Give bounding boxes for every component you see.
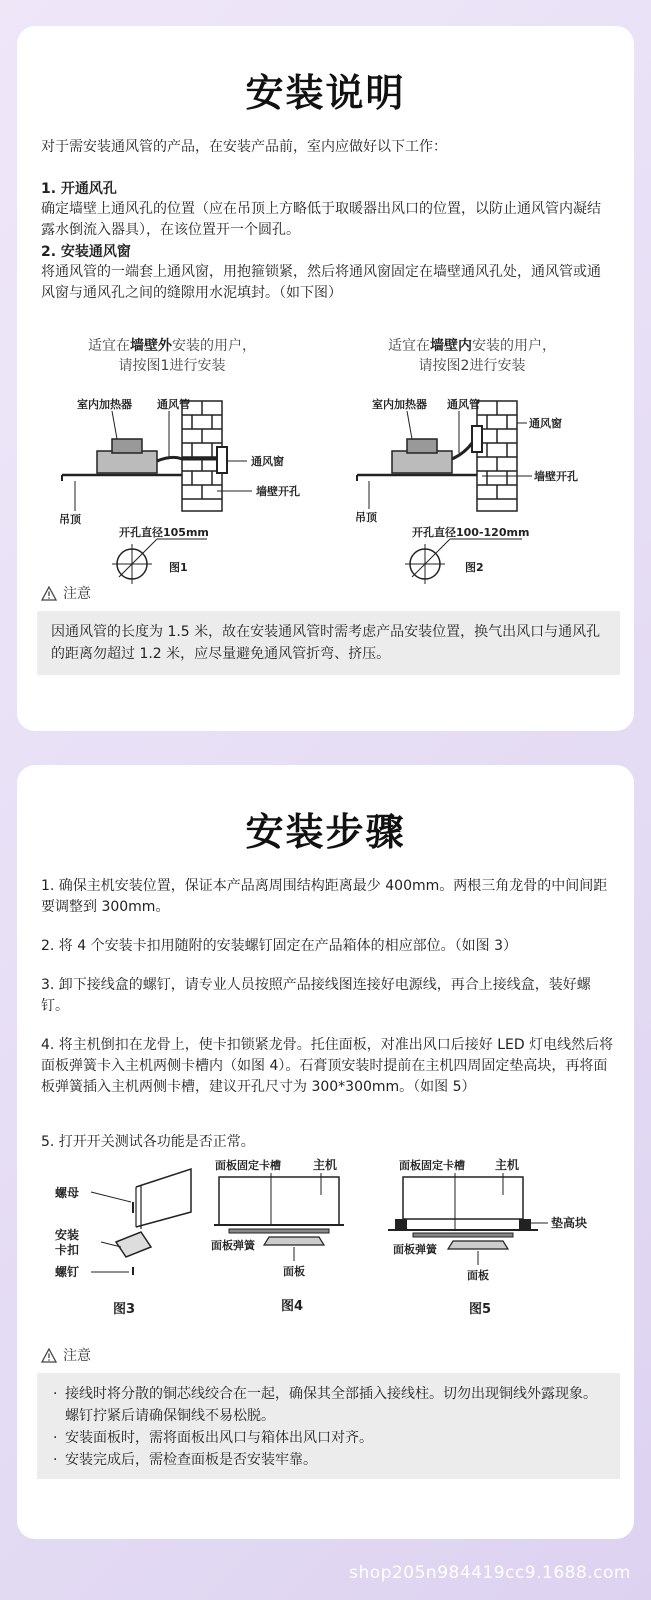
fig2-label-diameter: 开孔直径100-120mm [412, 526, 530, 539]
notice-item: · 安装完成后，需检查面板是否安装牢靠。 [51, 1449, 606, 1471]
section-title: 安装说明 [245, 71, 406, 115]
step-1: 1. 确保主机安装位置，保证本产品离周围结构距离最少 400mm。两根三角龙骨的中间间距要调整到 300mm。 [41, 878, 608, 915]
step2-text: 将通风管的一端套上通风窗，用抱箍锁紧，然后将通风窗固定在墙壁通风孔处，通风管或通风窗与通风孔之间的缝隙用水泥填封。（如下图） [41, 264, 601, 301]
intro-text: 对于需安装通风管的产品，在安装产品前，室内应做好以下工作： [41, 139, 447, 155]
fig5-label-host: 主机 [495, 1158, 520, 1172]
step2-title: 2. 安装通风窗 [41, 244, 131, 260]
warning-icon [41, 586, 57, 601]
notice-label: 注意 [63, 1348, 91, 1364]
fig1-label-window: 通风窗 [251, 455, 284, 468]
heater-box [97, 451, 157, 473]
fig2-label-window: 通风窗 [529, 417, 562, 430]
fig3-label-nut: 螺母 [55, 1186, 80, 1200]
notice-item: · 接线时将分散的铜芯线绞合在一起，确保其全部插入接线柱。切勿出现铜线外露现象。螺钉拧紧后请确保铜线不易松脱。 [51, 1383, 606, 1427]
notice-box [37, 1373, 620, 1479]
installation-notes-card [17, 26, 634, 731]
notice-text: 因通风管的长度为 1.5 米，故在安装通风管时需考虑产品安装位置，换气出风口与通风孔的距离勿超过 1.2 米，应尽量避免通风管折弯、挤压。 [51, 624, 601, 662]
step-3: 3. 卸下接线盒的螺钉，请专业人员按照产品接线图连接好电源线，再合上接线盒，装好螺钉。 [41, 977, 591, 1014]
fig4-label-slot: 面板固定卡槽 [215, 1159, 281, 1172]
figure-1-diagram [57, 381, 307, 591]
heater-box [392, 451, 452, 473]
fig1-label-diameter: 开孔直径105mm [119, 526, 209, 539]
fig1-label-name: 图1 [169, 561, 188, 574]
fig4-label-panel: 面板 [283, 1265, 305, 1278]
fig2-label-duct: 通风管 [447, 398, 480, 411]
step-5: 5. 打开开关测试各功能是否正常。 [41, 1134, 255, 1150]
step1-text: 确定墙壁上通风孔的位置（应在吊顶上方略低于取暖器出风口的位置，以防止通风管内凝结露水倒流入器具），在该位置开一个圆孔。 [41, 201, 601, 238]
fig1-label-heater: 室内加热器 [77, 398, 132, 411]
fig3-label-clip1: 安装 [55, 1228, 80, 1242]
section-title: 安装步骤 [245, 810, 406, 854]
fig2-label-hole: 墙壁开孔 [534, 470, 578, 483]
notice-box [37, 611, 620, 675]
figure-4-diagram [209, 1155, 369, 1320]
fig5-label-panel: 面板 [467, 1269, 489, 1282]
fig2-label-ceiling: 吊顶 [355, 511, 377, 524]
fig3-label-clip2: 卡扣 [55, 1243, 80, 1257]
fig5-label-pad: 垫高块 [551, 1216, 588, 1230]
step-4: 4. 将主机倒扣在龙骨上，使卡扣锁紧龙骨。托住面板，对准出风口后接好 LED 灯电线然后将面板弹簧卡入主机两侧卡槽内（如图 4）。石膏顶安装时提前在主机四周固定垫高块，再将面板弹簧插入主机两侧卡槽，建议开孔尺寸为 300*300mm。（如图 5） [41, 1037, 614, 1095]
fig1-label-hole: 墙壁开孔 [256, 485, 300, 498]
fig1-caption: 适宜在墙壁外安装的用户， 请按图1进行安装 [88, 338, 256, 374]
installation-steps-card [17, 765, 634, 1539]
fig3-label-screw: 螺钉 [55, 1265, 80, 1279]
vent-window [217, 447, 227, 473]
notice-header [41, 583, 91, 603]
figure-5-diagram [383, 1155, 623, 1325]
fig5-label-spring: 面板弹簧 [393, 1243, 437, 1256]
duct [452, 443, 472, 459]
fig2-label-name: 图2 [465, 561, 484, 574]
fig4-label-host: 主机 [313, 1158, 338, 1172]
notice-header [41, 1345, 91, 1365]
fig1-label-ceiling: 吊顶 [59, 513, 81, 526]
notice-item: · 安装面板时，需将面板出风口与箱体出风口对齐。 [51, 1427, 606, 1449]
warning-icon [41, 1348, 57, 1363]
fig1-label-duct: 通风管 [157, 398, 190, 411]
brick-wall [477, 401, 517, 511]
vent-window [472, 426, 482, 452]
fig2-label-heater: 室内加热器 [372, 398, 427, 411]
figure-2-diagram [347, 381, 597, 591]
fig4-label-spring: 面板弹簧 [211, 1239, 255, 1252]
fig5-label-name: 图5 [469, 1302, 492, 1317]
fig3-label-name: 图3 [113, 1302, 136, 1317]
shop-url-watermark: shop205n984419cc9.1688.com [349, 1563, 631, 1583]
fig5-label-slot: 面板固定卡槽 [399, 1159, 465, 1172]
step-2: 2. 将 4 个安装卡扣用随附的安装螺钉固定在产品箱体的相应部位。（如图 3） [41, 938, 517, 954]
fig4-label-name: 图4 [281, 1299, 304, 1314]
duct [157, 457, 217, 461]
figure-3-diagram [41, 1157, 201, 1322]
fig2-caption: 适宜在墙壁内安装的用户， 请按图2进行安装 [388, 338, 556, 374]
step1-title: 1. 开通风孔 [41, 181, 117, 197]
notice-label: 注意 [63, 586, 91, 602]
